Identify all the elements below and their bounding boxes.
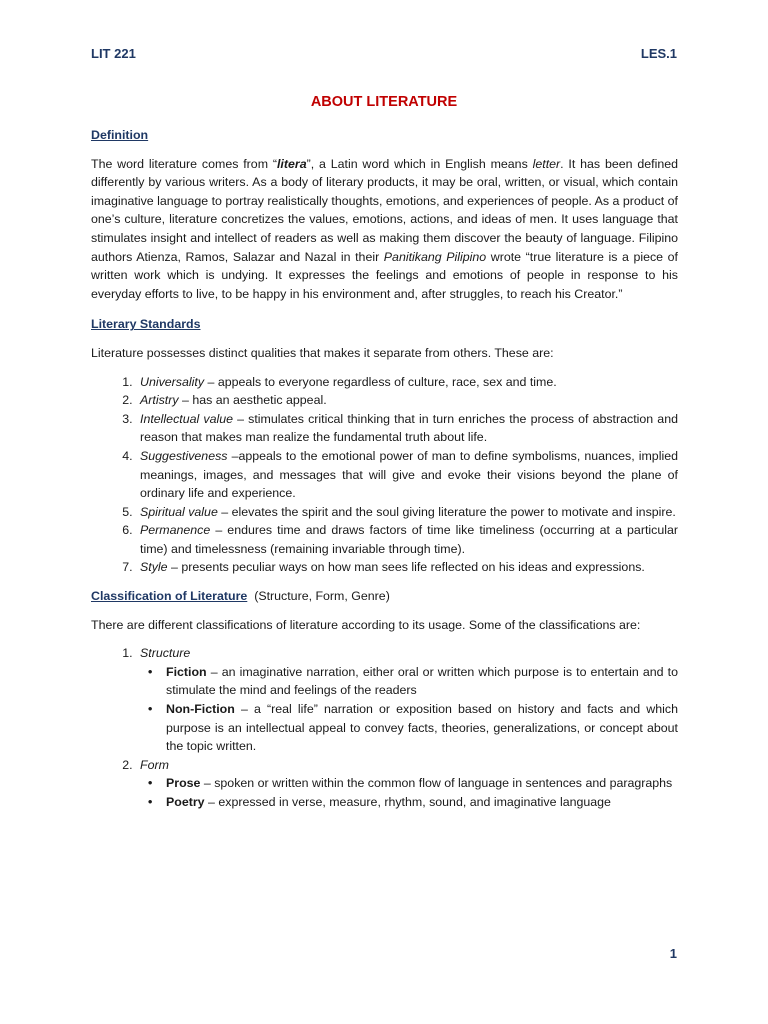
standards-list [91, 373, 678, 578]
definition-heading: Definition [91, 128, 149, 142]
page-title: ABOUT LITERATURE [310, 94, 458, 110]
lesson-code: LES.1 [640, 46, 677, 61]
list-item: • Fiction – an imaginative narration, either oral or written which purpose is to entertain and to stimulate the mind and feelings of the readers [148, 664, 678, 698]
bullet-icon: • [148, 795, 153, 809]
structure-sublist [140, 663, 678, 756]
course-code: LIT 221 [91, 46, 136, 61]
standards-heading: Literary Standards [91, 317, 201, 332]
list-item: 1. Universality – appeals to everyone regardless of culture, race, sex and time. [136, 373, 678, 392]
bullet-icon: • [148, 776, 153, 791]
list-item: 2. Artistry – has an aesthetic appeal. [136, 391, 678, 410]
list-item: • Non-Fiction – a “real life” narration or exposition based on history and facts and which purpose is an intellectual appeal to convey facts, theories, generalizations, or concept about the topic written. [148, 702, 678, 754]
form-label: Form [140, 757, 169, 772]
classification-intro: There are different classifications of literature according to its usage. Some of the classifications are: [91, 617, 641, 632]
page-number: 1 [669, 946, 677, 961]
list-item: 5. Spiritual value – elevates the spirit and the soul giving literature the power to motivate and inspire. [136, 503, 678, 522]
bullet-icon: • [148, 702, 153, 717]
definition-paragraph: The word literature comes from “litera”, a Latin word which in English means letter. It has been defined differently by various writers. As a body of literary products, it may be oral, written, or visual, which contain imaginative language to portray realistically thoughts, emotions, and experiences of people. As a product of one’s culture, literature concretizes the values, emotions, actions, and ideas of men. It uses language that stimulates insight and intellect of readers as well as making them discover the beauty of language. Filipino authors Atienza, Ramos, Salazar and Nazal in their Panitikang Pilipino wrote “true literature is a piece of written work which is undying. It expresses the feelings and emotions of people in response to his everyday efforts to live, to be happy in his environment and, after struggles, to reach his Creator.” [91, 156, 679, 301]
list-item [136, 756, 678, 812]
list-item: 6. Permanence – endures time and draws factors of time like timeliness (occurring at a particular time) and timelessness (remaining invariable through time). [136, 521, 678, 558]
classification-heading: Classification of Literature [91, 589, 248, 604]
standards-intro: Literature possesses distinct qualities that makes it separate from others. These are: [91, 345, 554, 360]
document-body [91, 126, 678, 812]
classification-note: (Structure, Form, Genre) [254, 589, 390, 604]
list-item: • Poetry – expressed in verse, measure, rhythm, sound, and imaginative language [166, 793, 678, 812]
list-item: 7. Style – presents peculiar ways on how man sees life reflected on his ideas and expressions. [136, 558, 678, 577]
structure-label: Structure [140, 646, 191, 661]
list-item: 4. Suggestiveness –appeals to the emotional power of man to define symbolisms, nuances, implied meanings, images, and messages that will give and evoke their visions beyond the plane of ordinary life and experience. [136, 447, 678, 503]
form-sublist [140, 774, 678, 811]
list-item: 3. Intellectual value – stimulates critical thinking that in turn enriches the process of abstraction and reason that makes man realize the fundamental truth about life. [136, 410, 678, 447]
classification-list [91, 644, 678, 811]
list-item: • Prose – spoken or written within the common flow of language in sentences and paragraphs [166, 774, 678, 793]
classification-heading-line [91, 587, 678, 606]
list-item [136, 644, 678, 756]
bullet-icon: • [148, 664, 153, 679]
